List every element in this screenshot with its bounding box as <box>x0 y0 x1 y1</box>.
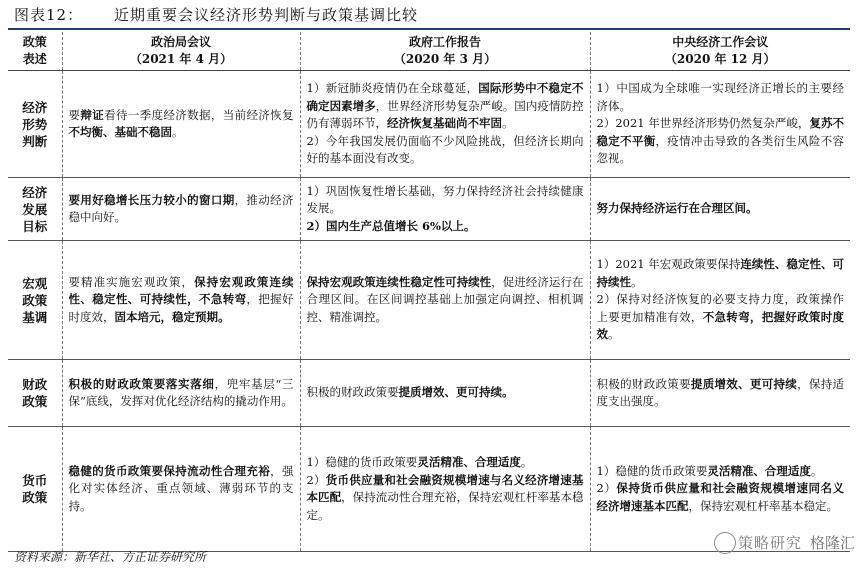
title-rule <box>8 28 850 30</box>
watermark <box>714 530 856 554</box>
watermark-text: 策略研究 <box>738 534 803 552</box>
table-cell: 要辩证看待一季度经济数据，当前经济恢复不均衡、基础不稳固。 <box>62 71 300 178</box>
figure-title-bar <box>0 0 858 27</box>
table-cell: 1）2021 年宏观政策要保持连续性、稳定性、可持续性。 2）保持对经济恢复的必要支持力度，政策操作上要更加精准有效，不急转弯，把握好政策时度效。 <box>590 241 850 360</box>
table-row <box>8 178 850 241</box>
column-header-cewc: 中央经济工作会议 （2020 年 12 月） <box>590 32 850 71</box>
comparison-table <box>8 32 850 552</box>
figure-title: 近期重要会议经济形势判断与政策基调比较 <box>114 6 419 24</box>
row-label-macro-policy: 宏观 政策 基调 <box>8 241 62 360</box>
table-row <box>8 241 850 360</box>
column-header-gov-report: 政府工作报告 （2020 年 3 月） <box>300 32 590 71</box>
table-cell: 保持宏观政策连续性稳定性可持续性，促进经济运行在合理区间。在区间调控基础上加强定向调控、相机调控、精准调控。 <box>300 241 590 360</box>
table-cell: 要用好稳增长压力较小的窗口期，推动经济稳中向好。 <box>62 178 300 241</box>
table-cell: 积极的财政政策要落实落细，兜牢基层“三保”底线，发挥对优化经济结构的撬动作用。 <box>62 360 300 427</box>
column-header-politburo: 政治局会议 （2021 年 4 月） <box>62 32 300 71</box>
row-label-fiscal-policy: 财政 政策 <box>8 360 62 427</box>
table-cell: 积极的财政政策要提质增效、更可持续，保持适度支出强度。 <box>590 360 850 427</box>
table-cell: 积极的财政政策要提质增效、更可持续。 <box>300 360 590 427</box>
table-cell: 努力保持经济运行在合理区间。 <box>590 178 850 241</box>
corner-header: 政策 表述 <box>8 32 62 71</box>
table-cell: 1）巩固恢复性增长基础，努力保持经济社会持续健康发展。 2）国内生产总值增长 6%以上。 <box>300 178 590 241</box>
row-label-monetary-policy: 货币 政策 <box>8 427 62 552</box>
table-cell: 1）稳健的货币政策要灵活精准、合理适度。 2）货币供应量和社会融资规模增速与名义经济增速基本匹配，保持流动性合理充裕，保持宏观杠杆率基本稳定。 <box>300 427 590 552</box>
table-cell: 1）稳健的货币政策要灵活精准、合理适度。 2）保持货币供应量和社会融资规模增速同名义经济增速基本匹配，保持宏观杠杆率基本稳定。 <box>590 427 850 552</box>
table-cell: 要精准实施宏观政策，保持宏观政策连续性、稳定性、可持续性，不急转弯，把握好时度效，固本培元，稳定预期。 <box>62 241 300 360</box>
row-label-development-goal: 经济 发展 目标 <box>8 178 62 241</box>
figure-label: 图表12： <box>14 6 84 24</box>
table-cell: 1）中国成为全球唯一实现经济正增长的主要经济体。 2）2021 年世界经济形势仍然复杂严峻，复苏不稳定不平衡，疫情冲击导致的各类衍生风险不容忽视。 <box>590 71 850 178</box>
table-row <box>8 71 850 178</box>
table-header-row <box>8 32 850 71</box>
table-cell: 稳健的货币政策要保持流动性合理充裕，强化对实体经济、重点领域、薄弱环节的支持。 <box>62 427 300 552</box>
watermark-brand: 格隆汇 <box>810 534 856 552</box>
row-label-economic-situation: 经济 形势 判断 <box>8 71 62 178</box>
table-row <box>8 360 850 427</box>
source-note: 资料来源：新华社、方正证券研究所 <box>14 550 207 564</box>
wechat-icon <box>714 532 736 554</box>
table-cell: 1）新冠肺炎疫情仍在全球蔓延，国际形势中不稳定不确定因素增多，世界经济形势复杂严峻。国内疫情防控仍有薄弱环节，经济恢复基础尚不牢固。 2）今年我国发展仍面临不少风险挑战，但经济长期向好的基本面没有改变。 <box>300 71 590 178</box>
